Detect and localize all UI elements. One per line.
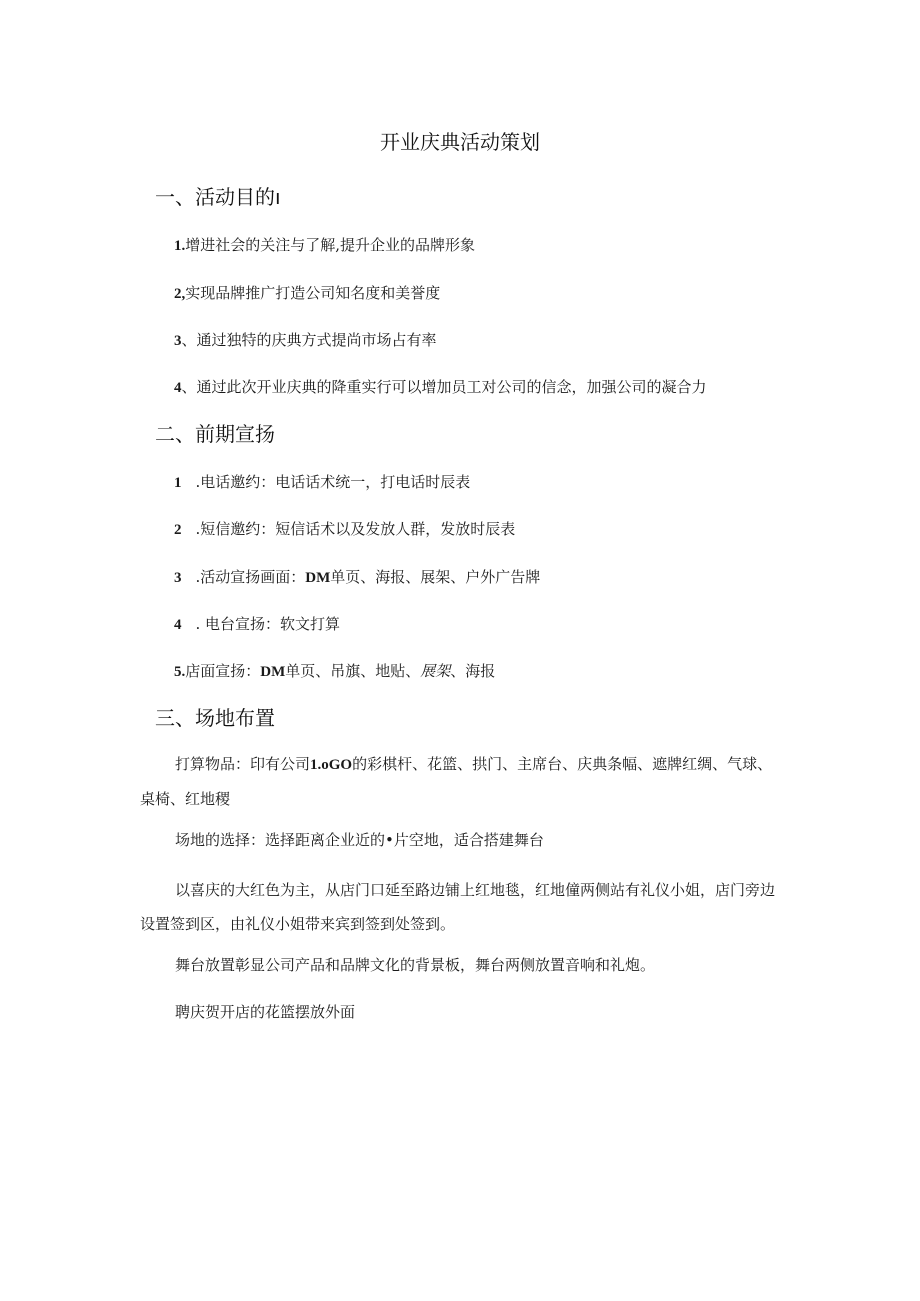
- item-text: 、海报: [450, 662, 496, 680]
- item-italic: 展架: [420, 662, 451, 680]
- promotion-item-2: [174, 518, 515, 541]
- item-text: 单页、海报、展架、户外广告牌: [330, 568, 541, 586]
- item-text: .活动宣扬画面：: [195, 568, 306, 586]
- purpose-item-4: [174, 376, 707, 399]
- venue-paragraph-flowers: 聘庆贺开店的花篮摆放外面: [175, 1003, 356, 1021]
- item-text: .电话邀约：电话话术统一，打电话时辰表: [195, 473, 471, 491]
- promotion-item-4: [174, 613, 340, 636]
- purpose-item-3: [174, 329, 437, 352]
- item-number: 1: [174, 475, 182, 491]
- item-text: . 电台宣扬：软文打算: [195, 615, 341, 633]
- para-text: 的彩棋杆、花篮、拱门、主席台、庆典条幅、遮牌红绸、气球、桌椅、红地稷: [140, 755, 773, 808]
- item-number: 3: [174, 333, 182, 349]
- promotion-item-1: [174, 471, 470, 494]
- item-bold: DM: [260, 664, 286, 680]
- item-number: 5.: [174, 664, 186, 680]
- document-title: 开业庆典活动策划: [380, 130, 540, 154]
- item-number: 1.: [174, 238, 186, 254]
- item-text: 店面宣扬：: [185, 662, 261, 680]
- promotion-item-3: [174, 566, 540, 589]
- venue-paragraph-materials: [140, 747, 780, 816]
- venue-paragraph-site: 场地的选择：选择距离企业近的•片空地，适合搭建舞台: [175, 831, 544, 849]
- item-text: 实现品牌推广打造公司知名度和美誉度: [185, 284, 441, 302]
- section-heading-purpose: 一、活动目的ı: [155, 185, 281, 209]
- venue-paragraph-decoration: 以喜庆的大红色为主，从店门口延至路边铺上红地毯，红地僮两侧站有礼仪小姐，店门旁边设置签到区，由礼仪小姐带来宾到签到处签到。: [140, 881, 776, 933]
- item-bold: DM: [305, 570, 331, 586]
- item-text: 单页、吊旗、地贴、: [285, 662, 421, 680]
- item-text: 增进社会的关注与了解,提升企业的品牌形象: [185, 236, 476, 254]
- para-bold: 1.oGO: [310, 757, 353, 773]
- item-text: .短信邀约：短信话术以及发放人群，发放时辰表: [195, 520, 516, 538]
- promotion-item-5: [174, 660, 495, 683]
- item-text: 、通过独特的庆典方式提尚市场占有率: [181, 331, 437, 349]
- purpose-item-1: [174, 234, 475, 257]
- item-number: 2: [174, 522, 182, 538]
- section-heading-venue: 三、场地布置: [155, 706, 275, 730]
- item-number: 3: [174, 570, 182, 586]
- item-number: 4: [174, 380, 182, 396]
- item-text: 、通过此次开业庆典的降重实行可以增加员工对公司的信念，加强公司的凝合力: [181, 378, 707, 396]
- venue-paragraph-stage: 舞台放置彰显公司产品和品牌文化的背景板，舞台两侧放置音响和礼炮。: [175, 956, 656, 974]
- item-number: 4: [174, 617, 182, 633]
- para-text: 打算物品：印有公司: [175, 755, 311, 773]
- item-number: 2,: [174, 286, 186, 302]
- section-heading-promotion: 二、前期宣扬: [155, 422, 275, 446]
- purpose-item-2: [174, 282, 440, 305]
